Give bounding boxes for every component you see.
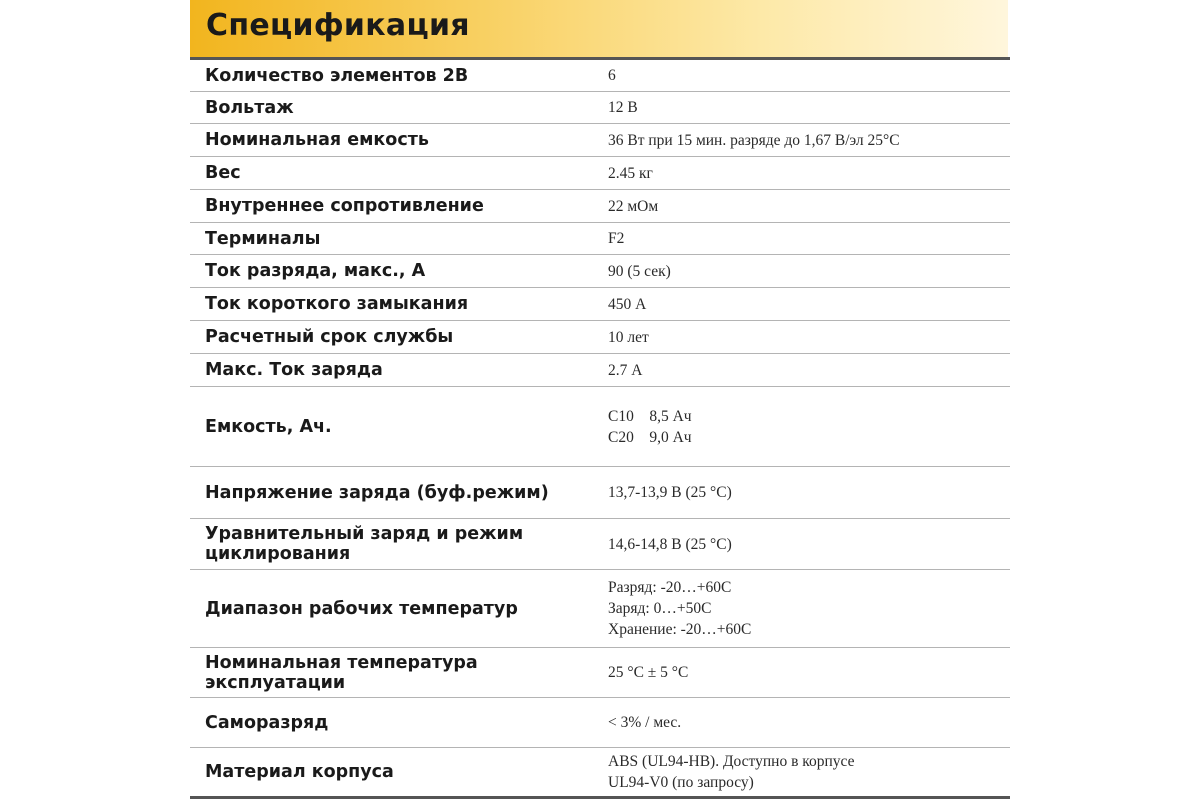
table-row bbox=[190, 223, 1010, 255]
row-label: Материал корпуса bbox=[205, 762, 394, 782]
row-label: Номинальная емкость bbox=[205, 130, 429, 150]
row-value bbox=[608, 60, 1008, 91]
row-value bbox=[608, 92, 1008, 123]
row-label: Ток разряда, макс., А bbox=[205, 261, 426, 281]
row-value-line: 2.45 кг bbox=[608, 164, 653, 182]
row-label: Макс. Ток заряда bbox=[205, 360, 383, 380]
row-label: Вес bbox=[205, 163, 241, 183]
row-value bbox=[608, 157, 1008, 189]
row-value bbox=[608, 698, 1008, 747]
row-value-line: 90 (5 сек) bbox=[608, 262, 671, 280]
row-value bbox=[608, 354, 1008, 386]
row-value bbox=[608, 748, 1008, 796]
table-row bbox=[190, 92, 1010, 124]
row-label: Вольтаж bbox=[205, 97, 294, 118]
row-label: Номинальная температура эксплуатации bbox=[205, 652, 478, 693]
bottom-rule bbox=[190, 796, 1010, 799]
row-value-line: 14,6-14,8 В (25 °С) bbox=[608, 535, 732, 553]
row-value bbox=[608, 519, 1008, 569]
row-label: Ток короткого замыкания bbox=[205, 294, 469, 314]
row-value bbox=[608, 255, 1008, 287]
table-row bbox=[190, 288, 1010, 321]
row-value-line: 2.7 А bbox=[608, 361, 643, 379]
page-title: Спецификация bbox=[206, 8, 470, 43]
row-label: Внутреннее сопротивление bbox=[205, 196, 484, 216]
table-row bbox=[190, 60, 1010, 92]
row-value-line: Хранение: -20…+60С bbox=[608, 621, 752, 638]
row-value bbox=[608, 387, 1008, 466]
row-value-line: 36 Вт при 15 мин. разряде до 1,67 В/эл 25°С bbox=[608, 131, 900, 149]
row-value-line: 10 лет bbox=[608, 328, 649, 346]
row-value-line: ABS (UL94-HB). Доступно в корпусе bbox=[608, 753, 855, 770]
table-row bbox=[190, 157, 1010, 190]
table-row bbox=[190, 255, 1010, 288]
row-value bbox=[608, 223, 1008, 254]
row-value-line: F2 bbox=[608, 230, 625, 247]
row-value-line: С10 8,5 Ач bbox=[608, 407, 692, 425]
table-row bbox=[190, 519, 1010, 570]
table-row bbox=[190, 354, 1010, 387]
row-value bbox=[608, 190, 1008, 222]
row-value bbox=[608, 648, 1008, 697]
row-label: Уравнительный заряд и режим циклирования bbox=[205, 524, 524, 564]
row-value-line: < 3% / мес. bbox=[608, 714, 682, 731]
row-value-line: 22 мОм bbox=[608, 197, 659, 215]
table-row bbox=[190, 387, 1010, 467]
row-value bbox=[608, 467, 1008, 518]
table-row bbox=[190, 467, 1010, 519]
row-label: Емкость, Ач. bbox=[205, 416, 332, 437]
row-value-line: Разряд: -20…+60С bbox=[608, 579, 732, 596]
row-label: Терминалы bbox=[205, 228, 321, 249]
table-row bbox=[190, 321, 1010, 354]
row-value bbox=[608, 124, 1008, 156]
table-row bbox=[190, 124, 1010, 157]
row-value-line: С20 9,0 Ач bbox=[608, 428, 692, 446]
row-label: Количество элементов 2В bbox=[205, 65, 469, 86]
table-row bbox=[190, 748, 1010, 796]
row-label: Саморазряд bbox=[205, 712, 329, 733]
row-value bbox=[608, 570, 1008, 647]
table-row bbox=[190, 648, 1010, 698]
row-value-line: 450 А bbox=[608, 295, 647, 313]
row-label: Расчетный срок службы bbox=[205, 327, 454, 347]
row-value-line: UL94-V0 (по запросу) bbox=[608, 774, 754, 791]
row-label: Напряжение заряда (буф.режим) bbox=[205, 482, 549, 503]
table-row bbox=[190, 190, 1010, 223]
row-value bbox=[608, 321, 1008, 353]
row-label: Диапазон рабочих температур bbox=[205, 598, 518, 619]
row-value-line: Заряд: 0…+50С bbox=[608, 600, 712, 617]
table-row bbox=[190, 698, 1010, 748]
row-value bbox=[608, 288, 1008, 320]
row-value-line: 25 °С ± 5 °С bbox=[608, 664, 689, 681]
row-value-line: 13,7-13,9 В (25 °С) bbox=[608, 484, 732, 501]
row-value-line: 12 В bbox=[608, 99, 638, 116]
table-row bbox=[190, 570, 1010, 648]
row-value-line: 6 bbox=[608, 67, 616, 84]
